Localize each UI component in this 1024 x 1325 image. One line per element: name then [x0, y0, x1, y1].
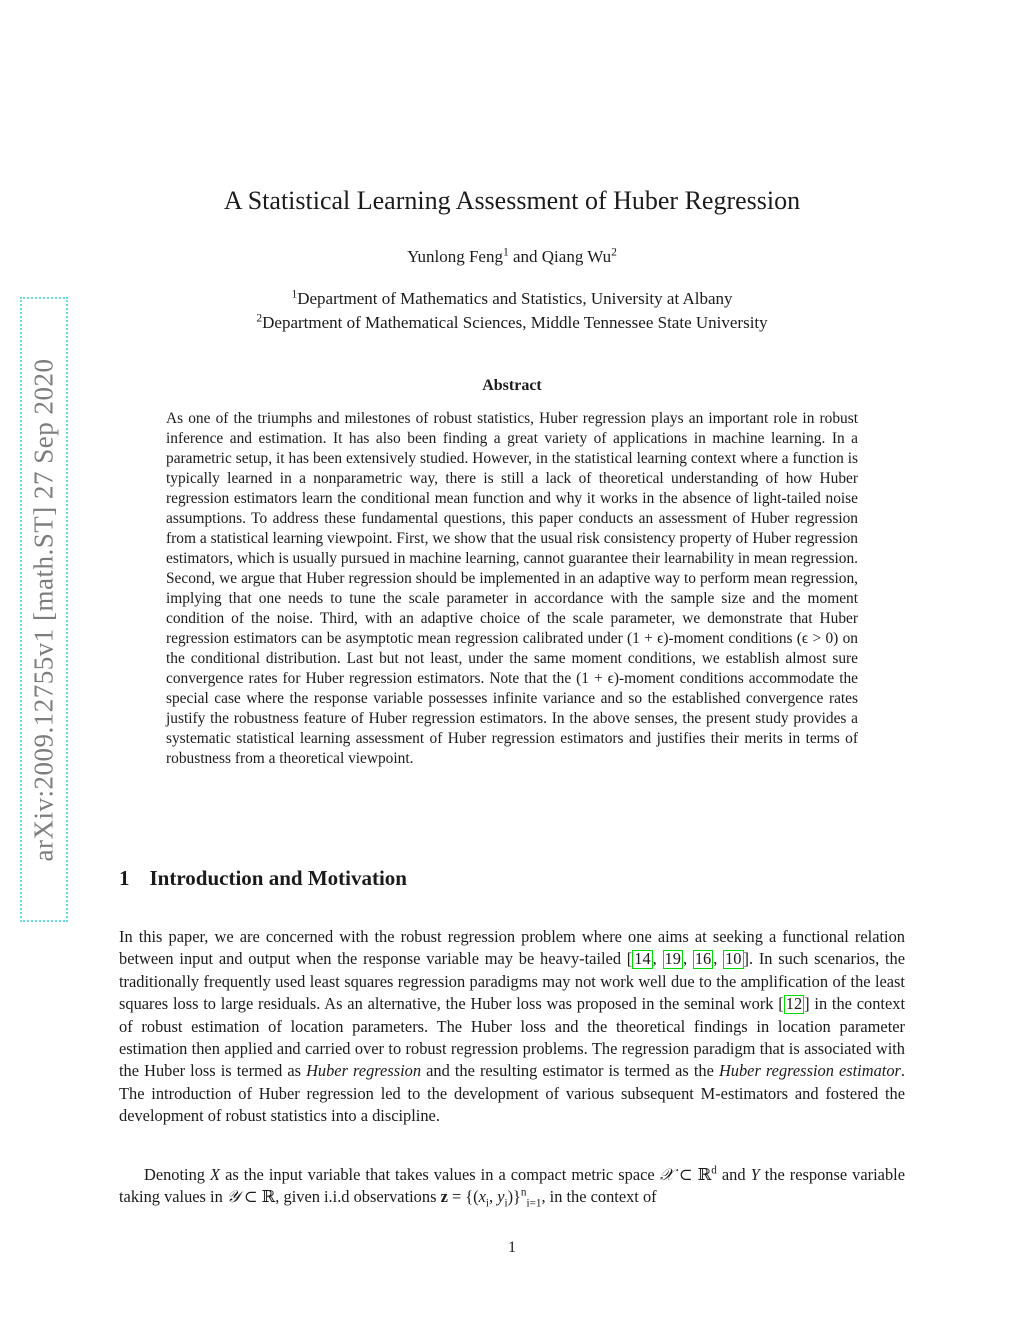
- affiliation-2: $^2$Department of Mathematical Sciences, Middle Tennessee State University: [256, 311, 768, 332]
- authors-line: Yunlong Feng$^1$ and Qiang Wu$^2$: [407, 245, 617, 266]
- citation-link[interactable]: 12: [785, 994, 803, 1014]
- intro-paragraph-1: In this paper, we are concerned with the robust regression problem where one aims at seeking a functional relation between input and output when the response variable may be heavy-tailed [ 14 , 19 , 16 , 10 ]. In such scenarios, the traditionally frequently used least squares regression paradigms may not work well due to the amplification of the least squares loss to large residuals. As an alternative, the Huber loss was proposed in the seminal work [ 12 ] in the context of robust estimation of location parameters. The Huber loss and the theoretical findings in location parameter estimation then applied and carried over to robust regression problems. The regression paradigm that is associated with the Huber loss is termed as Huber regression and the resulting estimator is termed as the Huber regression estimator. The introduction of Huber regression led to the development of various subsequent M-estimators and fostered the development of robust statistics into a discipline.: [119, 927, 905, 1126]
- citation-link[interactable]: 19: [664, 949, 681, 969]
- section-1-title: Introduction and Motivation: [149, 866, 407, 890]
- citation-link[interactable]: 10: [725, 949, 742, 969]
- section-1-heading: [119, 866, 407, 891]
- abstract-body: As one of the triumphs and milestones of robust statistics, Huber regression plays an important role in robust inference and estimation. It has also been finding a great variety of applications in machine learning. In a parametric setup, it has been extensively studied. However, in the statistical learning context where a function is typically learned in a nonparametric way, there is still a lack of theoretical understanding of how Huber regression estimators learn the conditional mean function and why it works in the absence of light-tailed noise assumptions. To address these fundamental questions, this paper conducts an assessment of Huber regression from a statistical learning viewpoint. First, we show that the usual risk consistency property of Huber regression estimators, which is usually pursued in machine learning, cannot guarantee their learnability in mean regression. Second, we argue that Huber regression should be implemented in an adaptive way to perform mean regression, implying that one needs to tune the scale parameter in accordance with the sample size and the moment condition of the noise. Third, with an adaptive choice of the scale parameter, we demonstrate that Huber regression estimators can be asymptotic mean regression calibrated under (1 + ϵ)-moment conditions (ϵ > 0) on the conditional distribution. Last but not least, under the same moment conditions, we establish almost sure convergence rates for Huber regression estimators. Note that the (1 + ϵ)-moment conditions accommodate the special case where the response variable possesses infinite variance and so the established convergence rates justify the robustness feature of Huber regression estimators. In the above senses, the present study provides a systematic statistical learning assessment of Huber regression estimators and justifies their merits in terms of robustness from a theoretical viewpoint.: [166, 410, 858, 767]
- affiliations: [0, 287, 1024, 335]
- citation-link[interactable]: 14: [634, 949, 651, 969]
- intro-paragraph-2: Denoting X as the input variable that takes values in a compact metric space 𝒳 ⊂ ℝ$^d$ and Y the response variable taking values in 𝒴 ⊂ ℝ, given i.i.d observations $z = \{(x_i$, $y_i)\}^n_{i=1}$, in the context of: [119, 1164, 905, 1210]
- affiliation-1: $^1$Department of Mathematics and Statistics, University at Albany: [291, 287, 733, 308]
- abstract-heading: Abstract: [482, 377, 542, 394]
- citation-link[interactable]: 16: [694, 949, 712, 969]
- paper-title: A Statistical Learning Assessment of Huber Regression: [223, 186, 801, 215]
- section-1-number: 1: [119, 866, 130, 890]
- arxiv-watermark-text: arXiv:2009.12755v1 [math.ST] 27 Sep 2020: [28, 358, 59, 861]
- page-number: 1: [508, 1239, 516, 1256]
